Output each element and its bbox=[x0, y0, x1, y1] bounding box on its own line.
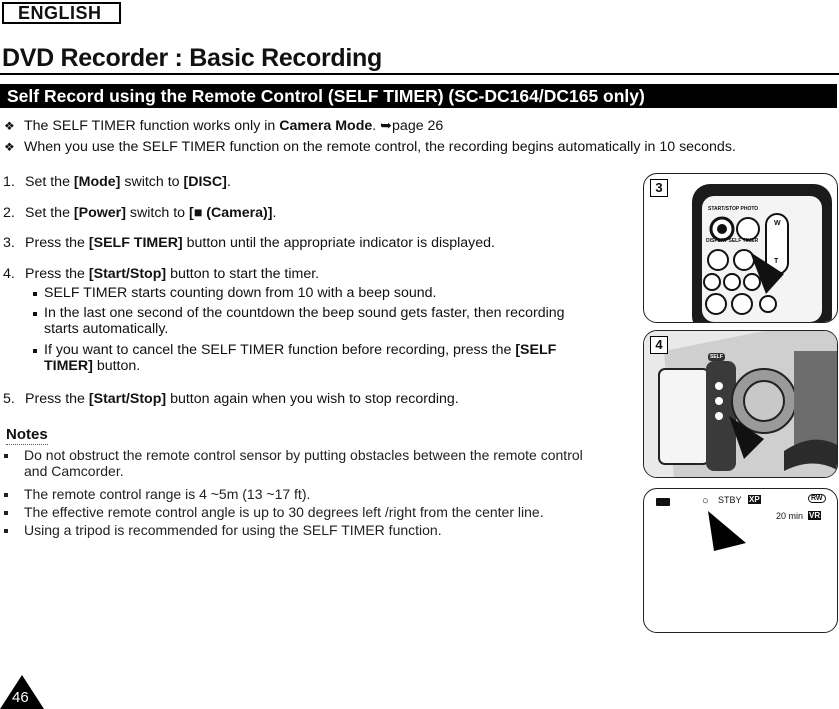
figure-number: 3 bbox=[650, 179, 668, 197]
camcorder-illustration bbox=[644, 331, 838, 478]
step-number: 3. bbox=[3, 235, 15, 251]
sub-bold: [SELF bbox=[515, 342, 557, 358]
step-number: 5. bbox=[3, 391, 15, 407]
note-item bbox=[4, 486, 310, 502]
bullet-icon bbox=[33, 292, 37, 296]
sub-bold: TIMER] bbox=[44, 358, 93, 374]
step-bold: [Start/Stop] bbox=[88, 266, 167, 282]
step-text: . bbox=[272, 205, 277, 221]
remaining-time: 20 min bbox=[776, 511, 804, 521]
step-4-sub-1 bbox=[33, 285, 436, 301]
remote-label-mid: DISPLAY SELF TIMER bbox=[706, 238, 759, 244]
step-text: button to start the timer. bbox=[166, 266, 320, 282]
step-text: button again when you wish to stop recording. bbox=[166, 391, 459, 407]
sub-text: In the last one second of the countdown the beep sound gets faster, then recording bbox=[44, 305, 565, 321]
step-text: Press the bbox=[25, 266, 89, 282]
step-text: Set the bbox=[25, 205, 74, 221]
note-item bbox=[4, 522, 442, 538]
step-bold: [■ (Camera)] bbox=[189, 205, 273, 221]
status-text: STBY bbox=[718, 495, 742, 505]
sub-text-cont: starts automatically. bbox=[44, 321, 169, 337]
step-text: . bbox=[226, 174, 231, 190]
step-4-sub-3 bbox=[33, 342, 556, 374]
page-number: 46 bbox=[12, 689, 29, 706]
intro-text: The SELF TIMER function works only in bbox=[24, 118, 280, 134]
step-bold: [Mode] bbox=[73, 174, 121, 190]
intro-bold: Camera Mode bbox=[279, 118, 373, 134]
step-text: Set the bbox=[25, 174, 74, 190]
bullet-icon bbox=[33, 349, 37, 353]
remote-label-top: START/STOP PHOTO bbox=[708, 206, 759, 212]
language-badge: ENGLISH bbox=[2, 2, 121, 24]
bullet-icon bbox=[33, 312, 37, 316]
step-1 bbox=[3, 174, 231, 190]
sub-line bbox=[33, 342, 556, 358]
step-text: button until the appropriate indicator is displayed. bbox=[182, 235, 495, 251]
step-text: switch to bbox=[125, 205, 190, 221]
step-text: Press the bbox=[25, 391, 89, 407]
figure-remote-control bbox=[643, 173, 838, 323]
title-divider bbox=[0, 73, 839, 75]
self-timer-indicator-icon: ○ bbox=[702, 495, 709, 507]
pointer-arrow-icon bbox=[704, 507, 754, 553]
bullet-icon bbox=[4, 454, 8, 458]
step-bold: [DISC] bbox=[183, 174, 227, 190]
note-text: Do not obstruct the remote control sensor by putting obstacles between the remote control bbox=[24, 447, 583, 463]
step-number: 1. bbox=[3, 174, 15, 190]
intro-text: When you use the SELF TIMER function on the remote control, the recording begins automatically in 10 seconds. bbox=[24, 139, 736, 155]
section-heading: Self Record using the Remote Control (SELF TIMER) (SC-DC164/DC165 only) bbox=[0, 84, 837, 108]
diamond-bullet-icon: ❖ bbox=[4, 140, 15, 154]
step-text: Press the bbox=[25, 235, 89, 251]
battery-icon bbox=[656, 498, 670, 506]
figure-lcd-screen bbox=[643, 488, 838, 633]
note-text: Using a tripod is recommended for using the SELF TIMER function. bbox=[24, 522, 442, 538]
bullet-icon bbox=[4, 511, 8, 515]
figure-number: 4 bbox=[650, 336, 668, 354]
step-3 bbox=[3, 235, 495, 251]
sub-text: SELF TIMER starts counting down from 10 with a beep sound. bbox=[44, 285, 437, 301]
display-button-icon bbox=[708, 250, 728, 270]
step-4 bbox=[3, 266, 319, 282]
intro-line-1 bbox=[4, 118, 443, 134]
bullet-icon bbox=[4, 493, 8, 497]
disc-type-icon: RW bbox=[808, 494, 826, 503]
sub-text: button. bbox=[92, 358, 141, 374]
zoom-w-label: W bbox=[774, 220, 781, 227]
step-number: 2. bbox=[3, 205, 15, 221]
page-title: DVD Recorder : Basic Recording bbox=[2, 44, 382, 72]
photo-button-icon bbox=[737, 218, 759, 240]
notes-heading: Notes bbox=[6, 426, 48, 443]
sub-text: If you want to cancel the SELF TIMER function before recording, press the bbox=[44, 342, 516, 358]
sub-line bbox=[33, 358, 556, 374]
step-5 bbox=[3, 391, 459, 407]
step-bold: [Power] bbox=[73, 205, 126, 221]
intro-line-2 bbox=[4, 139, 736, 155]
intro-tail: . ➥page 26 bbox=[372, 118, 444, 134]
mode-badge: VR bbox=[809, 511, 821, 520]
note-item bbox=[4, 504, 544, 520]
zoom-t-label: T bbox=[774, 258, 779, 265]
bullet-icon bbox=[4, 529, 8, 533]
note-text: The effective remote control angle is up to 30 degrees left /right from the center line. bbox=[24, 504, 544, 520]
note-item bbox=[4, 447, 583, 479]
step-number: 4. bbox=[3, 266, 15, 282]
step-text: switch to bbox=[120, 174, 184, 190]
note-text-cont: and Camcorder. bbox=[24, 463, 124, 479]
diamond-bullet-icon: ❖ bbox=[4, 119, 15, 133]
step-bold: [SELF TIMER] bbox=[88, 235, 183, 251]
step-2 bbox=[3, 205, 276, 221]
step-4-sub-2 bbox=[33, 305, 565, 337]
camcorder-self-label: SELF bbox=[710, 354, 723, 360]
step-bold: [Start/Stop] bbox=[88, 391, 167, 407]
figure-camcorder bbox=[643, 330, 838, 478]
quality-badge: XP bbox=[749, 495, 760, 504]
note-text: The remote control range is 4 ~5m (13 ~17 ft). bbox=[24, 486, 311, 502]
remote-control-illustration bbox=[644, 174, 838, 323]
